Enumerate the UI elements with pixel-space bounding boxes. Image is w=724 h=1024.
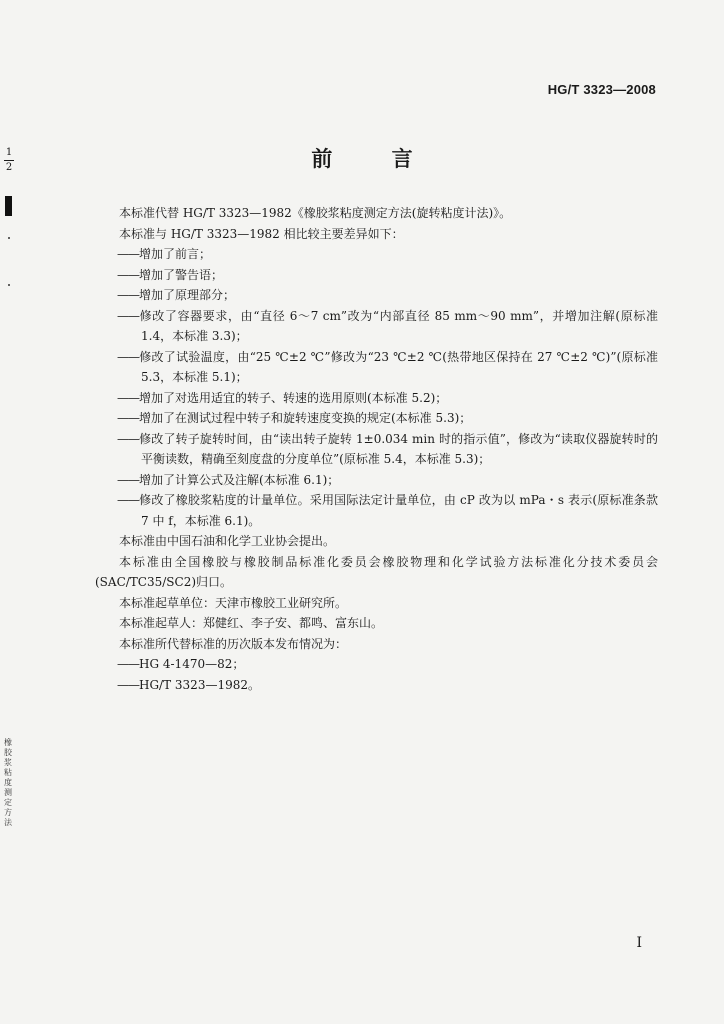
paragraph-text: 本标准起草单位：天津市橡胶工业研究所。 [119, 595, 348, 610]
list-item-dash: —— [117, 431, 139, 446]
paragraph-text: 增加了计算公式及注解(本标准 6.1)； [139, 472, 340, 487]
list-item [95, 429, 658, 470]
list-item [95, 408, 658, 429]
paragraph [95, 613, 658, 634]
margin-vertical-char: 测 [4, 788, 12, 797]
list-item [95, 490, 658, 531]
paragraph-text: 修改了试验温度，由“25 ℃±2 ℃”修改为“23 ℃±2 ℃(热带地区保持在 27 ℃±2 ℃)”(原标准 5.3，本标准 5.1)； [139, 349, 658, 384]
list-item [95, 244, 658, 265]
list-item [95, 285, 658, 306]
paragraph-text: 修改了容器要求，由“直径 6～7 cm”改为“内部直径 85 mm～90 mm”，并增加注解(原标准 1.4，本标准 3.3)； [139, 308, 658, 343]
list-item [95, 306, 658, 347]
margin-fraction [4, 148, 14, 173]
margin-fraction-top: 1 [5, 147, 13, 158]
margin-vertical-char: 定 [4, 798, 12, 807]
paragraph-text: 本标准由全国橡胶与橡胶制品标准化委员会橡胶物理和化学试验方法标准化分技术委员会(SAC/TC35/SC2)归口。 [95, 554, 658, 589]
page-number: I [636, 935, 642, 951]
list-item-dash: —— [117, 411, 139, 425]
margin-dot [8, 284, 10, 286]
paragraph-text: 本标准起草人：郑健红、李子安、都鸣、富东山。 [119, 616, 384, 630]
paragraph-text: 本标准所代替标准的历次版本发布情况为： [119, 636, 348, 651]
margin-black-mark [5, 196, 12, 216]
paragraph [95, 531, 658, 552]
list-item [95, 388, 658, 409]
paragraph-text: HG/T 3323—1982。 [139, 677, 260, 692]
paragraph-text: 本标准与 HG/T 3323—1982 相比较主要差异如下： [119, 226, 404, 241]
list-item [95, 265, 658, 286]
list-item-dash: —— [117, 390, 139, 405]
paragraph-text: 修改了转子旋转时间，由“读出转子旋转 1±0.034 min 时的指示值”，修改为“读取仪器旋转时的平衡读数，精确至刻度盘的分度单位”(原标准 5.4，本标准 5.3)； [139, 431, 658, 466]
paragraph-text: 本标准由中国石油和化学工业协会提出。 [119, 534, 336, 548]
margin-vertical-text [3, 738, 13, 828]
list-item [95, 654, 658, 675]
paragraph [95, 593, 658, 614]
paragraph-text: HG 4-1470—82； [139, 657, 245, 671]
document-body [95, 203, 658, 695]
margin-fraction-bottom: 2 [5, 162, 13, 173]
paragraph-text: 增加了警告语； [139, 267, 224, 282]
page-header-code: HG/T 3323—2008 [547, 82, 656, 97]
margin-vertical-char: 方 [4, 808, 12, 817]
margin-vertical-char: 度 [4, 778, 12, 787]
page-title: 前 言 [311, 147, 439, 171]
list-item-dash: —— [117, 288, 139, 302]
list-item-dash: —— [117, 493, 139, 507]
paragraph [95, 634, 658, 655]
list-item-dash: —— [117, 472, 139, 487]
list-item-dash: —— [117, 657, 139, 671]
list-item [95, 470, 658, 491]
margin-vertical-char: 法 [4, 818, 12, 827]
list-item-dash: —— [117, 308, 139, 323]
list-item-dash: —— [117, 677, 139, 692]
paragraph-text: 增加了对选用适宜的转子、转速的选用原则(本标准 5.2)； [139, 390, 448, 405]
margin-dot [8, 237, 10, 239]
paragraph [95, 224, 658, 245]
paragraph-text: 本标准代替 HG/T 3323—1982《橡胶浆粘度测定方法(旋转粘度计法)》。 [119, 206, 512, 220]
paragraph [95, 203, 658, 224]
list-item-dash: —— [117, 247, 139, 261]
paragraph-text: 增加了在测试过程中转子和旋转速度变换的规定(本标准 5.3)； [139, 411, 472, 425]
margin-vertical-char: 胶 [4, 748, 12, 757]
margin-vertical-char: 橡 [4, 738, 12, 747]
list-item [95, 675, 658, 696]
list-item-dash: —— [117, 349, 139, 364]
paragraph-text: 增加了前言； [139, 247, 212, 261]
paragraph [95, 552, 658, 593]
list-item-dash: —— [117, 267, 139, 282]
margin-vertical-char: 粘 [4, 768, 12, 777]
paragraph-text: 增加了原理部分； [139, 288, 236, 302]
list-item [95, 347, 658, 388]
paragraph-text: 修改了橡胶浆粘度的计量单位。采用国际法定计量单位，由 cP 改为以 mPa・s 表示(原标准条款 7 中 f，本标准 6.1)。 [139, 493, 658, 528]
margin-vertical-char: 浆 [4, 758, 12, 767]
